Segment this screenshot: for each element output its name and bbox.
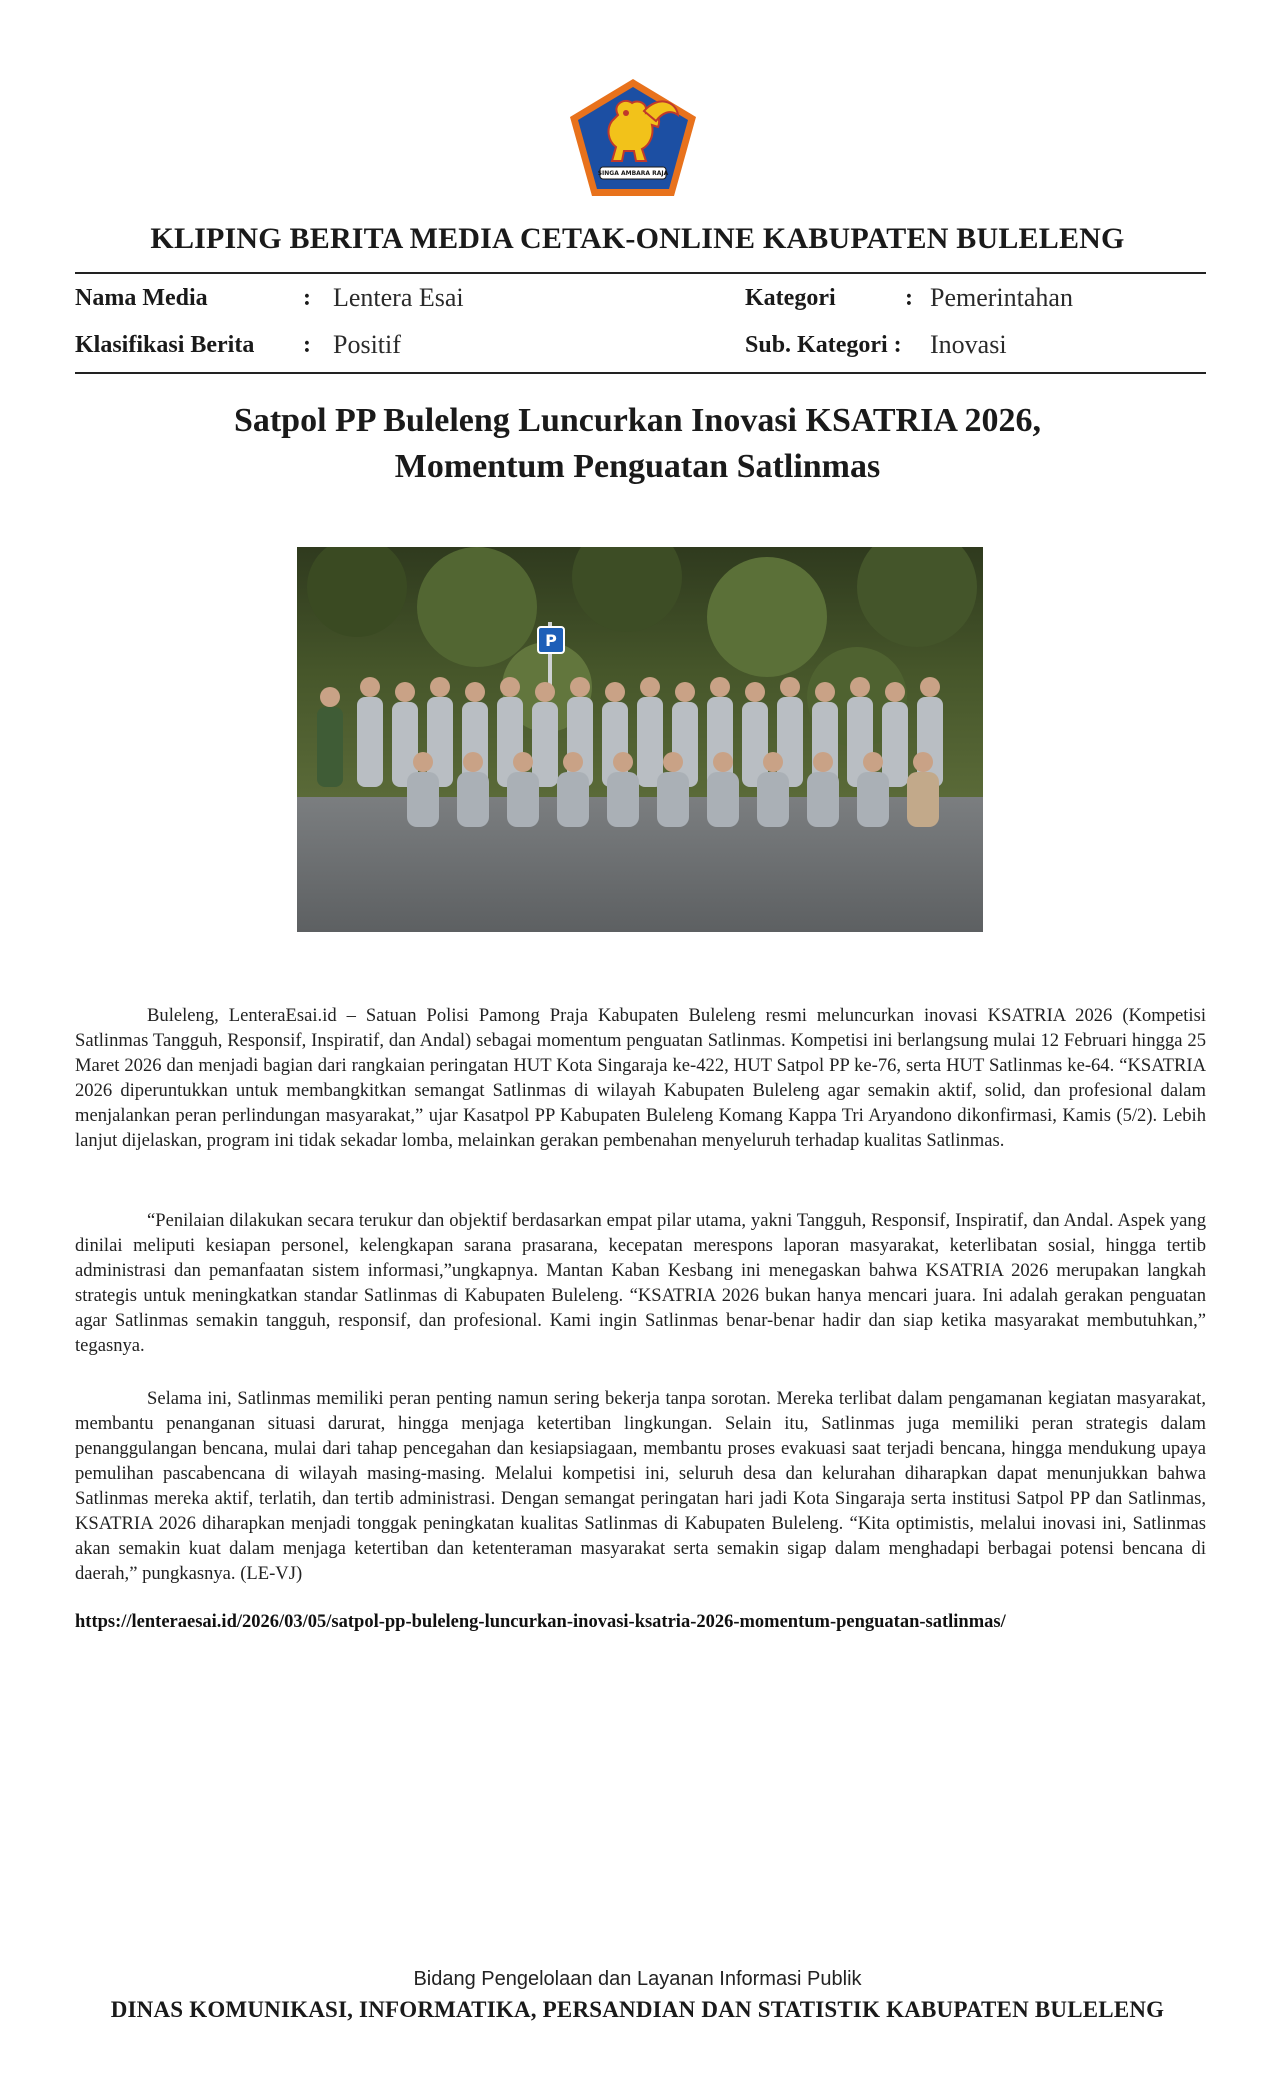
document-title: KLIPING BERITA MEDIA CETAK-ONLINE KABUPATEN BULELENG [150, 222, 1125, 255]
divider-bottom [75, 372, 1206, 374]
meta-media-label-cell [75, 283, 208, 313]
meta-media-label: Nama Media [75, 285, 208, 311]
meta-klasifikasi-label-cell [75, 330, 254, 360]
regency-logo [566, 75, 700, 200]
group-photo-satlinmas-icon [297, 547, 983, 932]
article-title-line-1: Satpol PP Buleleng Luncurkan Inovasi KSATRIA 2026, [233, 402, 1042, 439]
paragraph-text: Selama ini, Satlinmas memiliki peran penting namun sering bekerja tanpa sorotan. Mereka terlibat dalam pengamanan kegiatan masyarakat, membantu penanganan situasi darurat, hingga menjaga ketertiban lingkungan. Selain itu, Satlinmas juga memiliki peran strategis dalam penanggulangan bencana, mulai dari tahap pencegahan dan kesiapsiagaan, membantu proses evakuasi saat terjadi bencana, hingga mendukung upaya pemulihan pascabencana di wilayah masing-masing. Melalui kompetisi ini, seluruh desa dan kelurahan diharapkan dapat menunjukkan bahwa Satlinmas mereka aktif, terlatih, dan tertib administrasi. Dengan semangat peringatan hari jadi Kota Singaraja serta institusi Satpol PP dan Satlinmas, KSATRIA 2026 diharapkan menjadi tonggak peningkatan kualitas Satlinmas di Kabupaten Buleleng. “Kita optimistis, melalui inovasi ini, Satlinmas akan semakin kuat dalam menjaga ketertiban dan ketenteraman masyarakat serta semakin sigap dalam menghadapi berbagai potensi bencana di daerah,” pungkasnya. (LE-VJ) [75, 1388, 1206, 1584]
paragraph-text: “Penilaian dilakukan secara terukur dan objektif berdasarkan empat pilar utama, yakni Tangguh, Responsif, Inspiratif, dan Andal. Aspek yang dinilai meliputi kesiapan personel, kelengkapan sarana prasarana, kecepatan merespons laporan masyarakat, keterlibatan sosial, hingga tertib administrasi dan pemanfaatan sistem informasi,”ungkapnya. Mantan Kaban Kesbang ini menegaskan bahwa KSATRIA 2026 merupakan langkah strategis untuk meningkatkan standar Satlinmas di Kabupaten Buleleng. “KSATRIA 2026 bukan hanya mencari juara. Ini adalah gerakan penguatan agar Satlinmas semakin tangguh, responsif, dan profesional. Kami ingin Satlinmas benar-benar hadir dan siap ketika masyarakat membutuhkan,” tegasnya. [75, 1210, 1206, 1356]
meta-sub-kategori-label: Sub. Kategori : [745, 332, 902, 358]
logo-motto: SINGA AMBARA RAJA [597, 170, 669, 177]
meta-media-value-cell [333, 283, 464, 314]
article-paragraph-1 [75, 1003, 1206, 1153]
source-url-link[interactable]: https://lenteraesai.id/2026/03/05/satpol-pp-buleleng-luncurkan-inovasi-ksatria-2026-momentum-penguatan-satlinmas/ [75, 1612, 1006, 1632]
meta-sub-kategori-label-cell [745, 330, 902, 360]
article-paragraph-3 [75, 1386, 1206, 1586]
meta-media-sep [303, 283, 311, 313]
buleleng-regency-crest-icon [566, 75, 700, 200]
article-title [0, 398, 1275, 490]
meta-separator: : [303, 332, 311, 358]
meta-kategori-value: Pemerintahan [930, 283, 1073, 312]
meta-kategori-sep [905, 283, 913, 313]
meta-separator: : [303, 285, 311, 311]
footer-division: Bidang Pengelolaan dan Layanan Informasi Publik [413, 1968, 862, 1990]
footer-agency: DINAS KOMUNIKASI, INFORMATIKA, PERSANDIAN DAN STATISTIK KABUPATEN BULELENG [110, 1997, 1165, 2022]
meta-separator: : [905, 285, 913, 311]
article-title-line-2: Momentum Penguatan Satlinmas [394, 448, 881, 485]
meta-sub-kategori-value: Inovasi [930, 330, 1007, 359]
divider-top [75, 272, 1206, 274]
meta-sub-kategori-value-cell [930, 330, 1007, 361]
meta-klasifikasi-sep [303, 330, 311, 360]
meta-klasifikasi-value: Positif [333, 330, 401, 359]
meta-kategori-label: Kategori [745, 285, 836, 311]
article-paragraph-2 [75, 1208, 1206, 1358]
meta-klasifikasi-value-cell [333, 330, 401, 361]
meta-klasifikasi-label: Klasifikasi Berita [75, 332, 255, 358]
article-photo [297, 547, 983, 932]
paragraph-text: Buleleng, LenteraEsai.id – Satuan Polisi Pamong Praja Kabupaten Buleleng resmi meluncurkan inovasi KSATRIA 2026 (Kompetisi Satlinmas Tangguh, Responsif, Inspiratif, dan Andal) sebagai momentum penguatan Satlinmas. Kompetisi ini berlangsung mulai 12 Februari hingga 25 Maret 2026 dan menjadi bagian dari rangkaian peringatan HUT Kota Singaraja ke-422, HUT Satpol PP ke-76, serta HUT Satlinmas ke-64. “KSATRIA 2026 diperuntukkan untuk membangkitkan semangat Satlinmas di wilayah Kabupaten Buleleng agar semakin aktif, solid, dan profesional dalam menjalankan peran perlindungan masyarakat,” ujar Kasatpol PP Kabupaten Buleleng Komang Kappa Tri Aryandono dikonfirmasi, Kamis (5/2). Lebih lanjut dijelaskan, program ini tidak sekadar lomba, melainkan gerakan pembenahan menyeluruh terhadap kualitas Satlinmas. [75, 1005, 1206, 1151]
meta-kategori-label-cell [745, 283, 836, 313]
svg-text:P: P [545, 631, 557, 650]
meta-media-value: Lentera Esai [333, 283, 464, 312]
meta-kategori-value-cell [930, 283, 1073, 314]
